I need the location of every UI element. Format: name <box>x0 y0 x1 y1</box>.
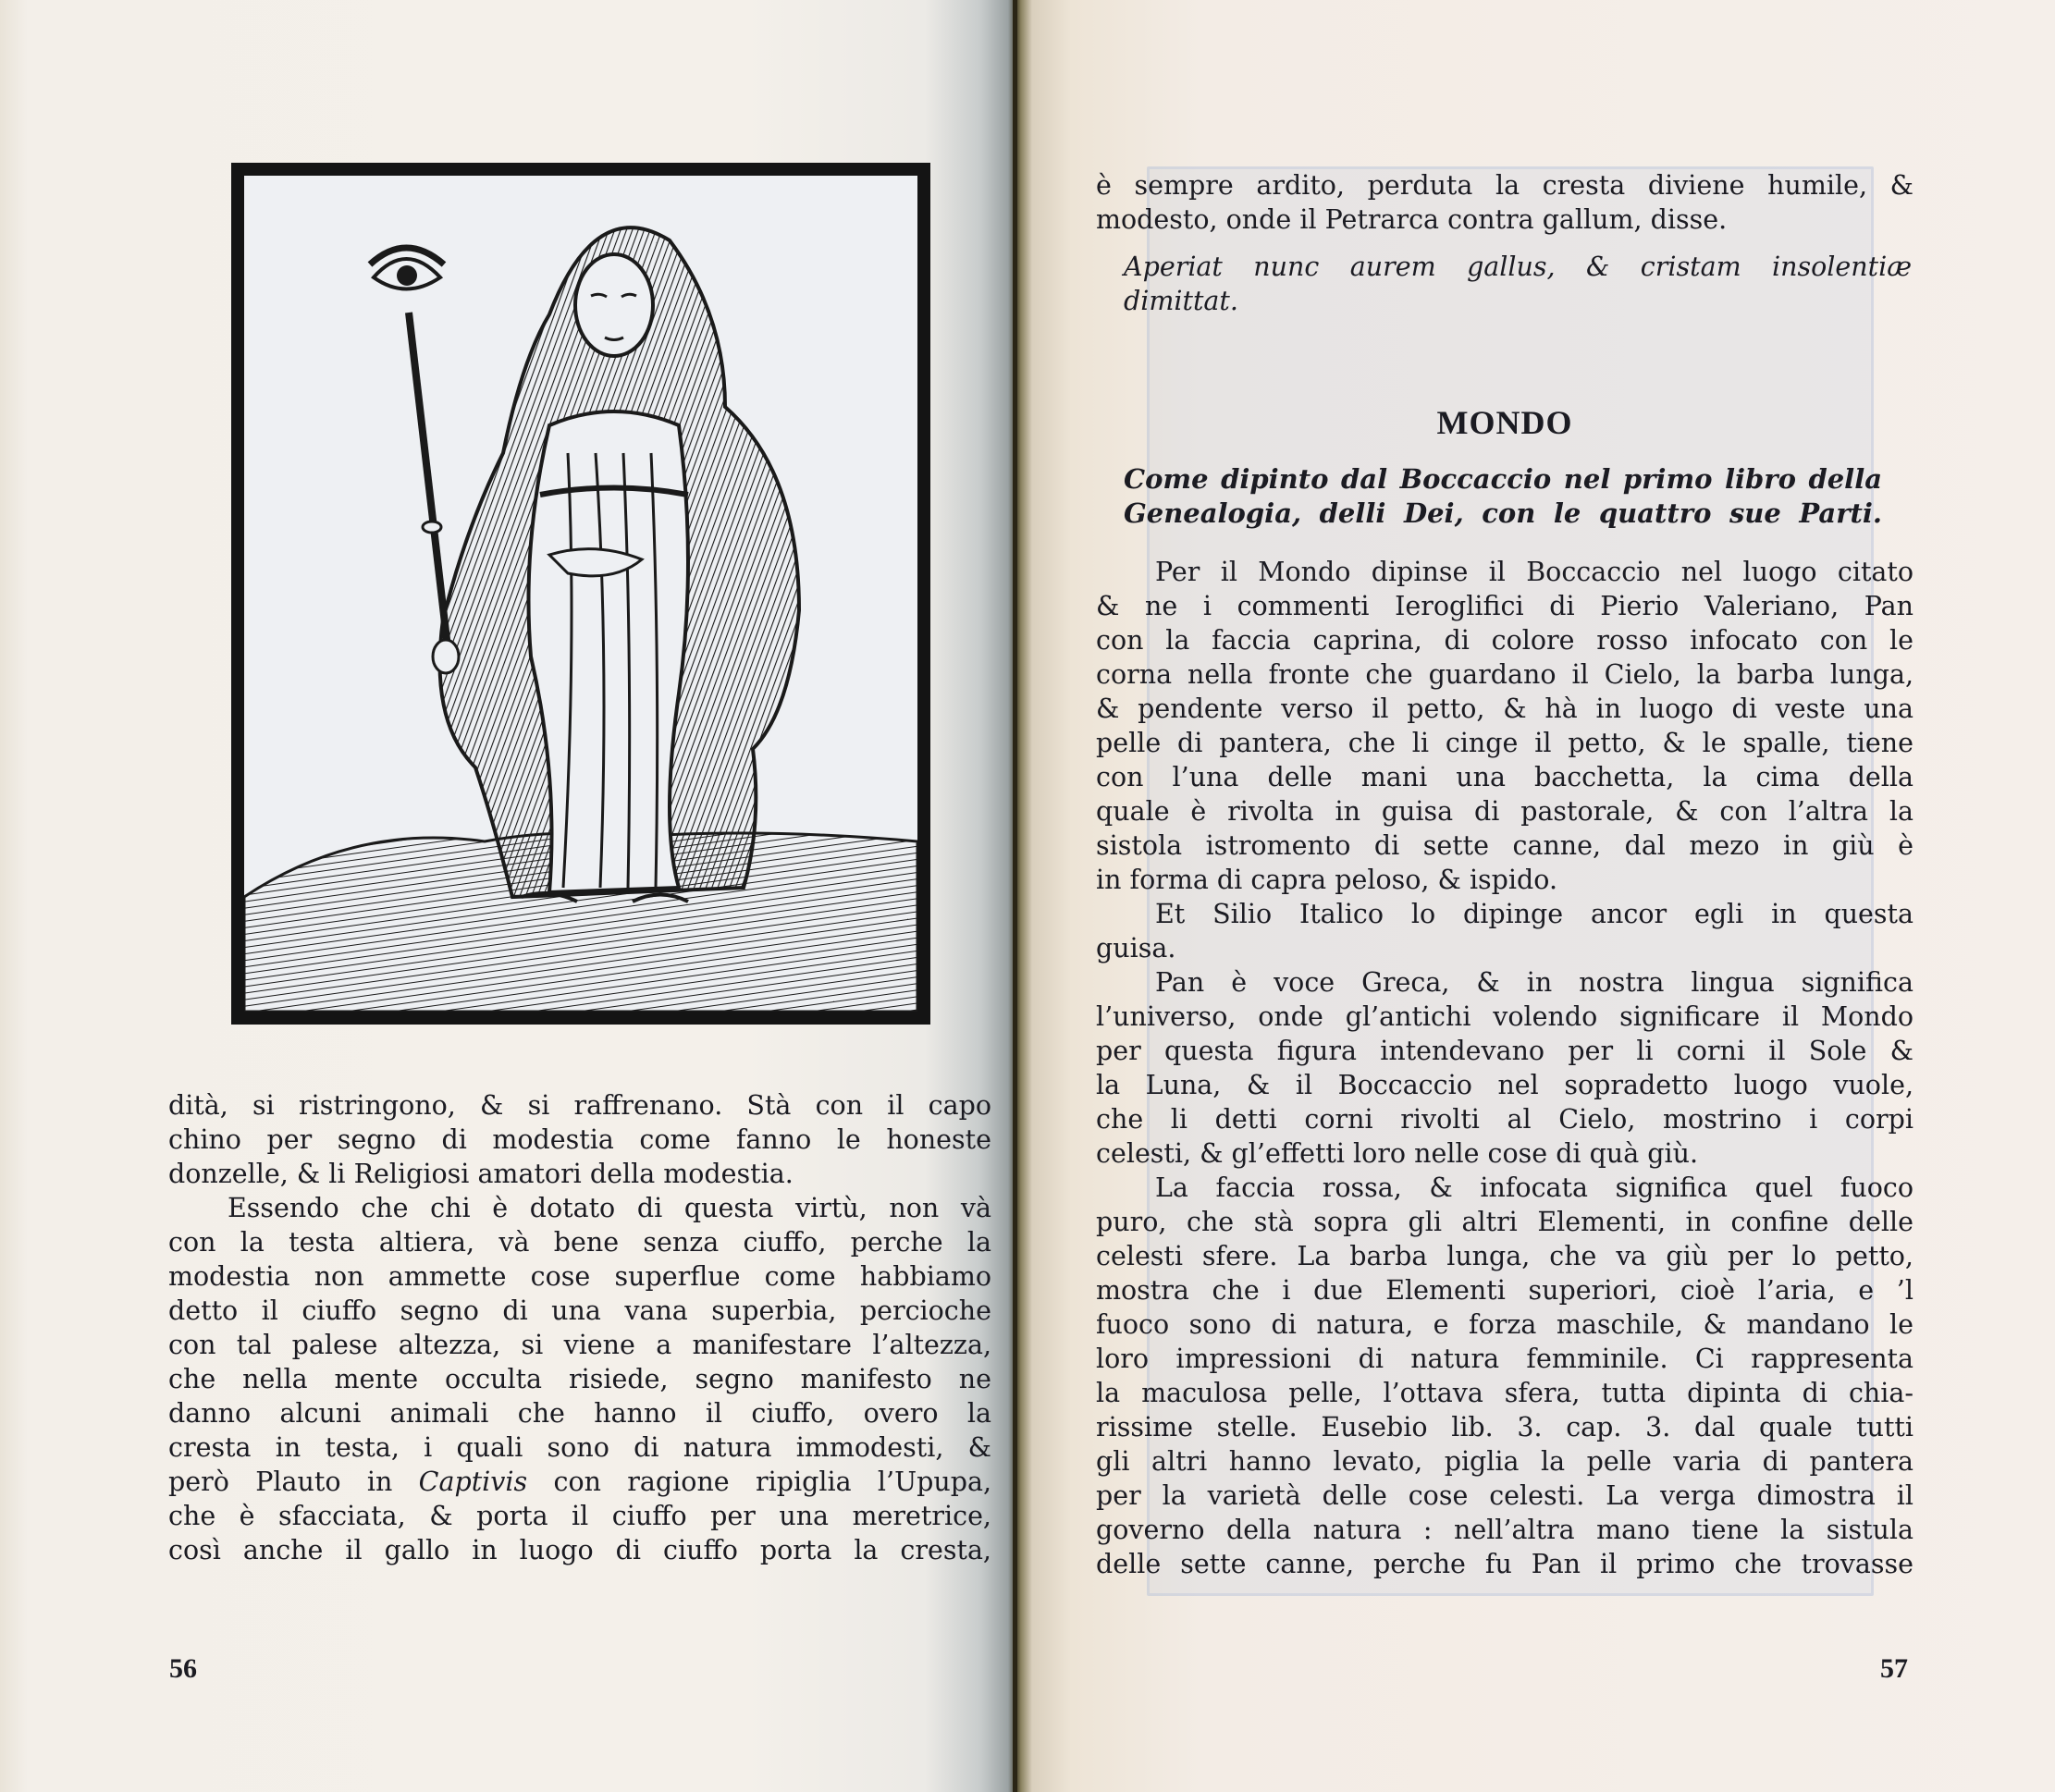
text-line: per questa figura intendevano per li corni il Sole & <box>1096 1036 1913 1066</box>
text-line: rissime stelle. Eusebio lib. 3. cap. 3. dal quale tutti <box>1096 1412 1913 1442</box>
text-line: che è sfacciata, & porta il ciuffo per una meretrice, <box>168 1501 991 1531</box>
text-line: Et Silio Italico lo dipinge ancor egli in questa <box>1155 899 1913 929</box>
latin-quote <box>1124 250 1912 318</box>
text-line: fuoco sono di natura, e forza maschile, & mandano le <box>1096 1309 1913 1340</box>
text-line: con l’una delle mani una bacchetta, la cima della <box>1096 762 1913 792</box>
text-line: celesti sfere. La barba lunga, che va giù per lo petto, <box>1096 1241 1913 1271</box>
text-line: dità, si ristringono, & si raffrenano. Stà con il capo <box>168 1090 991 1121</box>
text-line: Aperiat nunc aurem gallus, & cristam insolentiæ <box>1124 252 1912 282</box>
woodcut-illustration <box>231 163 930 1025</box>
text-line: modestia non ammette cose superflue come habbiamo <box>168 1261 991 1292</box>
text-line: così anche il gallo in luogo di ciuffo porta la cresta, <box>168 1535 991 1565</box>
text-line: gli altri hanno levato, piglia la pelle varia di pantera <box>1096 1446 1913 1477</box>
text-line: cresta in testa, i quali sono di natura immodesti, & <box>168 1432 991 1463</box>
text-line: pelle di pantera, che li cinge il petto, & le spalle, tiene <box>1096 728 1913 758</box>
book-spine <box>1013 0 1017 1792</box>
page-number-right: 57 <box>1880 1653 1908 1684</box>
italic-title-captivis: Captivis <box>418 1467 528 1497</box>
text-line: & ne i commenti Ieroglifici di Pierio Valeriano, Pan <box>1096 591 1913 621</box>
text-line: Genealogia, delli Dei, con le quattro sue Parti. <box>1124 497 1882 529</box>
text-line: la maculosa pelle, l’ottava sfera, tutta dipinta di chia- <box>1096 1378 1913 1408</box>
right-page-intro <box>1096 168 1913 237</box>
veiled-woman-with-eye-scepter-icon <box>244 176 917 1012</box>
text-line: con la testa altiera, và bene senza ciuffo, perche la <box>168 1227 991 1258</box>
text-line: celesti, & gl’effetti loro nelle cose di quà giù. <box>1096 1138 1699 1169</box>
text-line: quale è rivolta in guisa di pastorale, & con l’altra la <box>1096 796 1913 827</box>
section-heading: MONDO <box>1436 404 1573 441</box>
text-line <box>168 1465 991 1499</box>
text-line: puro, che stà sopra gli altri Elementi, in confine delle <box>1096 1207 1913 1237</box>
text-line: governo della natura : nell’altra mano tiene la sistula <box>1096 1515 1913 1545</box>
text-line: che nella mente occulta risiede, segno manifesto ne <box>168 1364 991 1394</box>
text-line: per la varietà delle cose celesti. La verga dimostra il <box>1096 1480 1913 1511</box>
text-line: con la faccia caprina, di colore rosso infocato con le <box>1096 625 1913 656</box>
text-line: che li detti corni rivolti al Cielo, mostrino i corpi <box>1096 1104 1913 1135</box>
text-line: Per il Mondo dipinse il Boccaccio nel luogo citato <box>1155 557 1913 587</box>
page-number-left: 56 <box>169 1653 197 1684</box>
text-line: modesto, onde il Petrarca contra gallum, disse. <box>1096 204 1728 235</box>
text-line: in forma di capra peloso, & ispido. <box>1096 865 1558 895</box>
right-page-body <box>1096 555 1913 1581</box>
text-line: è sempre ardito, perduta la cresta diviene humile, & <box>1096 170 1913 201</box>
section-subheading <box>1124 462 1882 531</box>
text-line: corna nella fronte che guardano il Cielo, la barba lunga, <box>1096 659 1913 690</box>
text-line: detto il ciuffo segno di una vana superbia, percioche <box>168 1295 991 1326</box>
text-line: chino per segno di modestia come fanno le honeste <box>168 1124 991 1155</box>
text-line: Come dipinto dal Boccaccio nel primo libro della <box>1124 463 1882 495</box>
text-line: sistola istromento di sette canne, dal mezo in giù è <box>1096 830 1913 861</box>
text-line: donzelle, & li Religiosi amatori della modestia. <box>168 1159 794 1189</box>
text-line: guisa. <box>1096 933 1176 964</box>
text-line: Pan è voce Greca, & in nostra lingua significa <box>1155 967 1913 998</box>
text-line: la Luna, & il Boccaccio nel sopradetto luogo vuole, <box>1096 1070 1913 1100</box>
left-page-body <box>168 1088 991 1567</box>
text-line: con tal palese altezza, si viene a manifestare l’altezza, <box>168 1330 991 1360</box>
text-line: & pendente verso il petto, & hà in luogo di veste una <box>1096 693 1913 724</box>
text-line: Essendo che chi è dotato di questa virtù, non và <box>228 1193 991 1223</box>
text-line: loro impressioni di natura femminile. Ci rappresenta <box>1096 1344 1913 1374</box>
text-line: danno alcuni animali che hanno il ciuffo, overo la <box>168 1398 991 1429</box>
text-fragment: però Plauto in <box>168 1467 393 1497</box>
text-line: delle sette canne, perche fu Pan il primo che trovasse <box>1096 1549 1913 1579</box>
text-line: La faccia rossa, & infocata significa quel fuoco <box>1155 1172 1913 1203</box>
text-line: dimittat. <box>1124 286 1238 316</box>
text-fragment: con ragione ripiglia l’Upupa, <box>553 1467 992 1497</box>
text-line: mostra che i due Elementi superiori, cioè l’aria, e ’l <box>1096 1275 1913 1306</box>
text-line: l’universo, onde gl’antichi volendo significare il Mondo <box>1096 1001 1913 1032</box>
